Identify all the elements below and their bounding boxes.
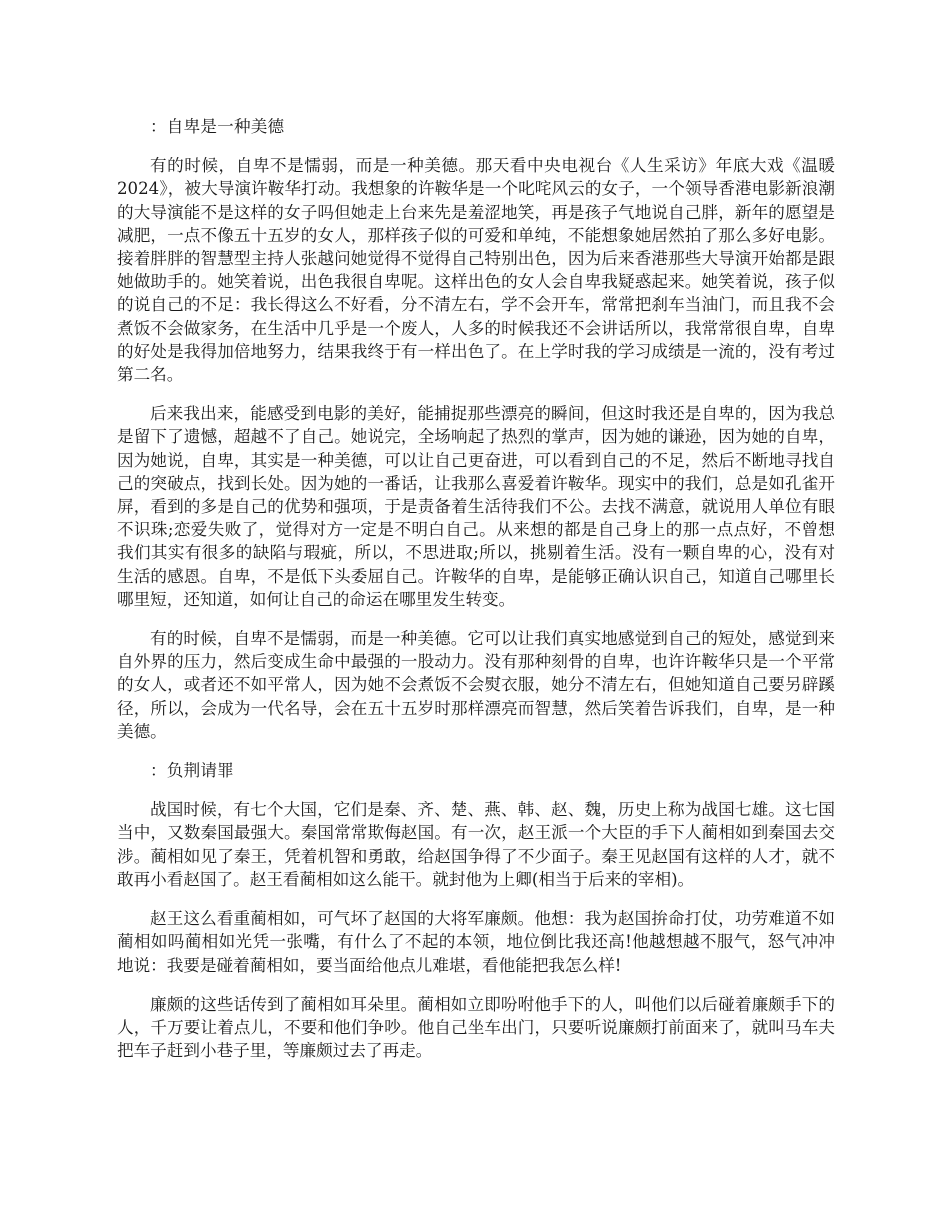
section-heading: ：自卑是一种美德 xyxy=(150,117,285,136)
paragraph: 廉颇的这些话传到了蔺相如耳朵里。蔺相如立即吩咐他手下的人，叫他们以后碰着廉颇手下的人，千万要让着点儿，不要和他们争吵。他自己坐车出门，只要听说廉颇打前面来了，就叫马车夫把车子赶到小巷子里，等廉颇过去了再走。 xyxy=(117,994,835,1061)
paragraph: 有的时候，自卑不是懦弱，而是一种美德。那天看中央电视台《人生采访》年底大戏《温暖2024》，被大导演许鞍华打动。我想象的许鞍华是一个叱咤风云的女子，一个领导香港电影新浪潮的大导演能不是这样的女子吗但她走上台来先是羞涩地笑，再是孩子气地说自己胖，新年的愿望是减肥，一点不像五十五岁的女人，那样孩子似的可爱和单纯，不能想象她居然拍了那么多好电影。接着胖胖的智慧型主持人张越问她觉得不觉得自己特别出色，因为后来香港那些大导演开始都是跟她做助手的。她笑着说，出色我很自卑呢。这样出色的女人会自卑我疑惑起来。她笑着说，孩子似的说自己的不足：我长得这么不好看，分不清左右，学不会开车，常常把刹车当油门，而且我不会煮饭不会做家务，在生活中几乎是一个废人，人多的时候我还不会讲话所以，我常常很自卑，自卑的好处是我得加倍地努力，结果我终于有一样出色了。在上学时我的学习成绩是一流的，没有考过第二名。 xyxy=(117,156,835,385)
paragraph: 后来我出来，能感受到电影的美好，能捕捉那些漂亮的瞬间，但这时我还是自卑的，因为我总是留下了遗憾，超越不了自己。她说完，全场响起了热烈的掌声，因为她的谦逊，因为她的自卑，因为她说，自卑，其实是一种美德，可以让自己更奋进，可以看到自己的不足，然后不断地寻找自己的突破点，找到长处。因为她的一番话，让我那么喜爱着许鞍华。现实中的我们，总是如孔雀开屏，看到的多是自己的优势和强项，于是责备着生活待我们不公。去找不满意，就说用人单位有眼不识珠;恋爱失败了，觉得对方一定是不明白自己。从来想的都是自己身上的那一点点好，不曾想我们其实有很多的缺陷与瑕疵，所以，不思进取;所以，挑剔着生活。没有一颗自卑的心，没有对生活的感恩。自卑，不是低下头委屈自己。许鞍华的自卑，是能够正确认识自己，知道自己哪里长哪里短，还知道，如何让自己的命运在哪里发生转变。 xyxy=(117,404,835,609)
paragraph: 战国时候，有七个大国，它们是秦、齐、楚、燕、韩、赵、魏，历史上称为战国七雄。这七国当中，又数秦国最强大。秦国常常欺侮赵国。有一次，赵王派一个大臣的手下人蔺相如到秦国去交涉。蔺相如见了秦王，凭着机智和勇敢，给赵国争得了不少面子。秦王见赵国有这样的人才，就不敢再小看赵国了。赵王看蔺相如这么能干。就封他为上卿(相当于后来的宰相)。 xyxy=(117,800,835,889)
paragraph: 赵王这么看重蔺相如，可气坏了赵国的大将军廉颇。他想：我为赵国拚命打仗，功劳难道不如蔺相如吗蔺相如光凭一张嘴，有什么了不起的本领，地位倒比我还高!他越想越不服气，怒气冲冲地说：我要是碰着蔺相如，要当面给他点儿难堪，看他能把我怎么样! xyxy=(117,909,835,975)
paragraph: 有的时候，自卑不是懦弱，而是一种美德。它可以让我们真实地感觉到自己的短处，感觉到来自外界的压力，然后变成生命中最强的一股动力。没有那种刻骨的自卑，也许许鞍华只是一个平常的女人，或者还不如平常人，因为她不会煮饭不会熨衣服，她分不清左右，但她知道自己要另辟蹊径，所以，会成为一代名导，会在五十五岁时那样漂亮而智慧，然后笑着告诉我们，自卑，是一种美德。 xyxy=(117,629,835,741)
essay-section-apology xyxy=(117,759,835,1062)
essay-section-self-humility xyxy=(117,115,835,743)
section-heading: ：负荆请罪 xyxy=(150,761,234,781)
